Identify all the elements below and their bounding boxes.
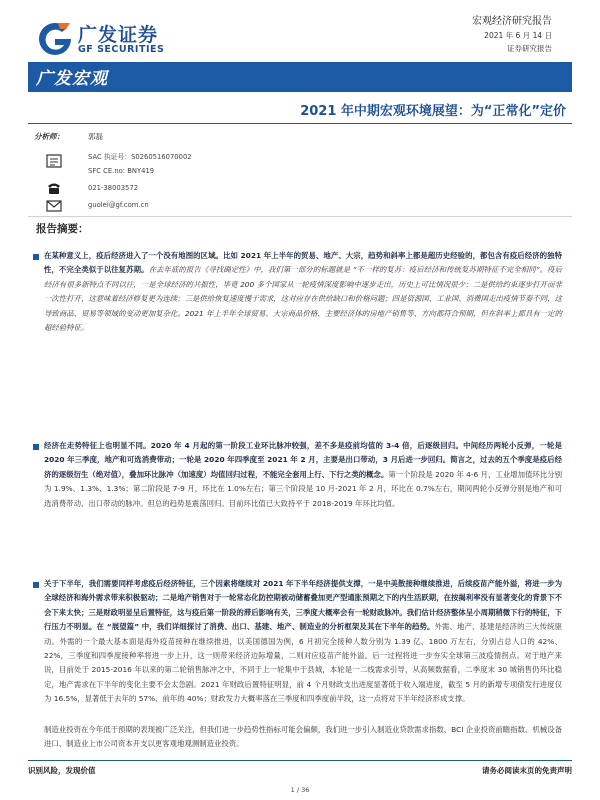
report-date: 2021 年 6 月 14 日: [484, 31, 552, 40]
paragraph-2-bold: 经济在走势特征上也明显不同。2020 年 4 月起的第一阶段工业环比脉冲较强，差不多是疫前均值的 3-4 倍，后逐级回归。中间经历两轮小反弹，一轮是 2020 年三季度，地产和可选消费带动；一轮是 2020 年四季度至 2021 年 2 月，主要是出口带动，3 月后进一步回归。简言之，过去的五个季度是疫后经济的逐级衍生（绝对值），叠加环比脉冲（加速度）均值回归过程，不能完全套用上行、下行之类的概念。: [44, 441, 562, 479]
summary-paragraph-1: [44, 249, 562, 335]
bullet-marker: [33, 582, 39, 588]
analyst-email[interactable]: guolei@gf.com.cn: [88, 201, 149, 209]
paragraph-4-body: 制造业投资在今年低于预期的表现被广泛关注，但我们进一步趋势性指标可能会偏颇，我们进一步引入制造业贷款需求指数、BCI 企业投资前瞻指数、机械设备进口、制造业上市公司资本开支以更客观地观测制造业投资。: [44, 725, 562, 749]
phone-icon: [46, 181, 62, 195]
paragraph-3-bold: 关于下半年，我们需要同样考虑疫后经济特征，三个因素将继续对 2021 年下半年经济提供支撑，一是中美散接种继续推进，后续疫苗产能外溢，将进一步为全球经济和海外需求带来积极驱动；二是地产销售对于一轮常态化防控期被动储蓄叠加更产型通胀预期之下的内生活跃期，在按揭利率没有显著变化的背景下不会下来太快；三是财政明显呈后置特征，这与疫后第一阶段的滞后影响有关，三季度大概率会有一轮财政脉冲。我们估计经济整体呈小周期稍微下行的特征，下行压力不明显。在 “展望篇” 中，我们详细探讨了消费、出口、基建、地产、制造业的分析框架及其在下半年的趋势。: [44, 579, 562, 632]
id-card-icon: [46, 154, 62, 168]
summary-paragraph-3: [44, 577, 562, 707]
page-number: 1 / 36: [290, 786, 310, 794]
section-banner: [28, 62, 572, 92]
analyst-name: 郭磊: [88, 132, 103, 141]
section-banner-text: 广发宏观: [36, 69, 108, 89]
summary-paragraph-4: [44, 723, 562, 752]
paragraph-1-bold: 在某种意义上，疫后经济进入了一个没有地图的区域。比如 2021 年上半年的贸易、地产、大宗，趋势和斜率上都是超历史经验的，都包含有疫后经济的独特性，不完全类似于以往复苏期。: [44, 251, 562, 275]
summary-paragraph-2: [44, 439, 562, 511]
paragraph-3-body: 外需、地产、基建是经济的三大传统驱动。外需的一个最大基本面是海外疫苗接种在继续推进，以美国德国为例，6 月初完全接种人数分别为 1.39 亿、1800 万左右，分别占总人口的 42%、22%，三季度和四季度接种率将进一步上升，这一则带来经济边际增量，二则对应疫苗产能外溢。后一过程将进一步夯实全球第三波疫情拐点。对于地产来说，目前处于 2015-2016 年以来的第二轮销售脉冲之中，不同于上一轮集中于县城，本轮是一二线需求引导，从高频数据看，二季度末 30 城销售仍环比稳定，地产需求在下半年的变化主要不会太急剧。2021 年财政后置特征明显，前 4 个月财政支出进度显著低于收入端进度，截至 5 月的新增专项债发行进度仅为 16.5%，显著低于去年的 57%、前年的 40%；财政发力大概率落在三季度和四季度前半段，这一点将对下半年经济形成支撑。: [44, 622, 562, 704]
analyst-phone: 021-38003572: [88, 184, 139, 192]
divider: [28, 216, 572, 217]
gf-logo-mark: [36, 20, 74, 58]
logo-company-name-en: GF SECURITIES: [78, 44, 165, 55]
bullet-marker: [33, 254, 39, 260]
report-type: 宏观经济研究报告: [472, 16, 552, 27]
logo-company-name: 广发证券: [78, 24, 159, 46]
paragraph-1-body: 在去年底的报告《寻找确定性》中，我们第一部分的标题就是 “不一样的复苏：疫后经济和传统复苏期特征不完全相同”。疫后经济有很多新特点不同以往，一是全球经济的共振性，毕竟 200 多个国家从一轮疫情深度影响中逐步走出，历史上可比情况很少；二是供给约束逐步打开而非一次性打开，这意味着经济修复更为连续；三是供给恢复速度慢于需求，这对应存在供给缺口和价格问题；四是资源国、工业国、消费国走出疫情节奏不同，这导致商品、贸易等领域的变动更加复杂化。2021 年上半年全球贸易、大宗商品价格、主要经济体的房地产销售等、方向都符合预期，但在斜率上都具有一定的超经验特征。: [44, 265, 562, 333]
email-icon: [46, 199, 62, 213]
report-title: 2021 年中期宏观环境展望：为“正常化”定价: [300, 104, 566, 119]
analyst-label: 分析师：: [34, 132, 64, 141]
issuer-label: 证券研究报告: [507, 44, 552, 53]
footer-disclaimer-note: 请务必阅读末页的免责声明: [482, 766, 572, 775]
footer-slogan: 识别风险，发现价值: [28, 766, 96, 775]
footer-divider: [28, 760, 572, 761]
analyst-sfc-number: SFC CE.no: BNY419: [88, 167, 155, 175]
analyst-sac-number: SAC 执证号：S0260516070002: [88, 153, 192, 161]
bullet-marker: [33, 444, 39, 450]
paragraph-2-body: 第一个阶段是 2020 年 4-6 月，工业增加值环比分别为 1.9%、1.3%、1.3%；第二阶段是 7-9 月，环比在 1.0%左右；第三个阶段是 10 月-2021 年 2 月，环比在 0.7%左右，期间两轮小反弹分别是地产和可选消费带动、出口带动的脉冲。但总的趋势是震荡回归。目前环比值已大致持平于 2018-2019 年环比均值。: [44, 469, 562, 508]
summary-heading: 报告摘要：: [36, 223, 89, 235]
